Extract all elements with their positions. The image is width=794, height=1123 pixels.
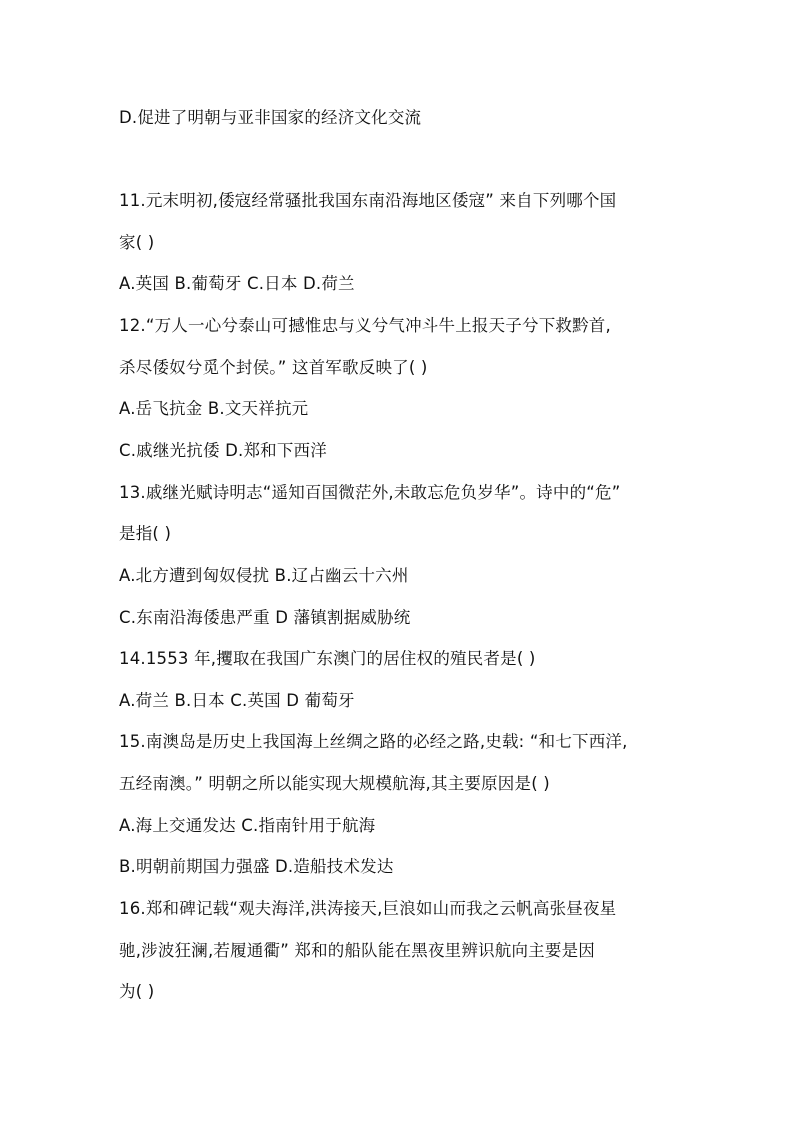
question-13-options-cd: C.东南沿海倭患严重 D 藩镇割据威胁统 [119,608,411,627]
question-12-options-ab: A.岳飞抗金 B.文天祥抗元 [119,399,309,418]
question-13-options-ab: A.北方遭到匈奴侵扰 B.辽占幽云十六州 [119,566,409,585]
question-12-cont: 杀尽倭奴兮觅个封侯。” 这首军歌反映了( ) [119,358,428,377]
question-11-cont: 家( ) [119,233,155,252]
question-13-cont: 是指( ) [119,524,172,543]
question-16-cont2: 为( ) [119,982,155,1001]
question-16: 16.郑和碑记载“观夫海洋,洪涛接天,巨浪如山而我之云帆高张昼夜星 [119,899,617,918]
question-13: 13.戚继光赋诗明志“遥知百国微茫外,未敢忘危负岁华”。诗中的“危” [119,483,621,502]
question-12: 12.“万人一心兮泰山可撼惟忠与义兮气冲斗牛上报天子兮下救黔首, [119,316,611,335]
question-11: 11.元末明初,倭寇经常骚批我国东南沿海地区倭寇” 来自下列哪个国 [119,191,617,210]
question-15-options-ac: A.海上交通发达 C.指南针用于航海 [119,816,376,835]
question-14: 14.1553 年,攫取在我国广东澳门的居住权的殖民者是( ) [119,649,536,668]
question-15: 15.南澳岛是历史上我国海上丝绸之路的必经之路,史载: “和七下西洋, [119,732,628,751]
question-16-cont: 驰,涉波狂澜,若履通衢” 郑和的船队能在黑夜里辨识航向主要是因 [119,941,595,960]
question-12-options-cd: C.戚继光抗倭 D.郑和下西洋 [119,441,327,460]
question-15-options-bd: B.明朝前期国力强盛 D.造船技术发达 [119,857,394,876]
question-11-options: A.英国 B.葡萄牙 C.日本 D.荷兰 [119,274,355,293]
question-14-options: A.荷兰 B.日本 C.英国 D 葡萄牙 [119,691,355,710]
option-line: D.促进了明朝与亚非国家的经济文化交流 [119,108,422,127]
question-15-cont: 五经南澳。” 明朝之所以能实现大规模航海,其主要原因是( ) [119,774,550,793]
